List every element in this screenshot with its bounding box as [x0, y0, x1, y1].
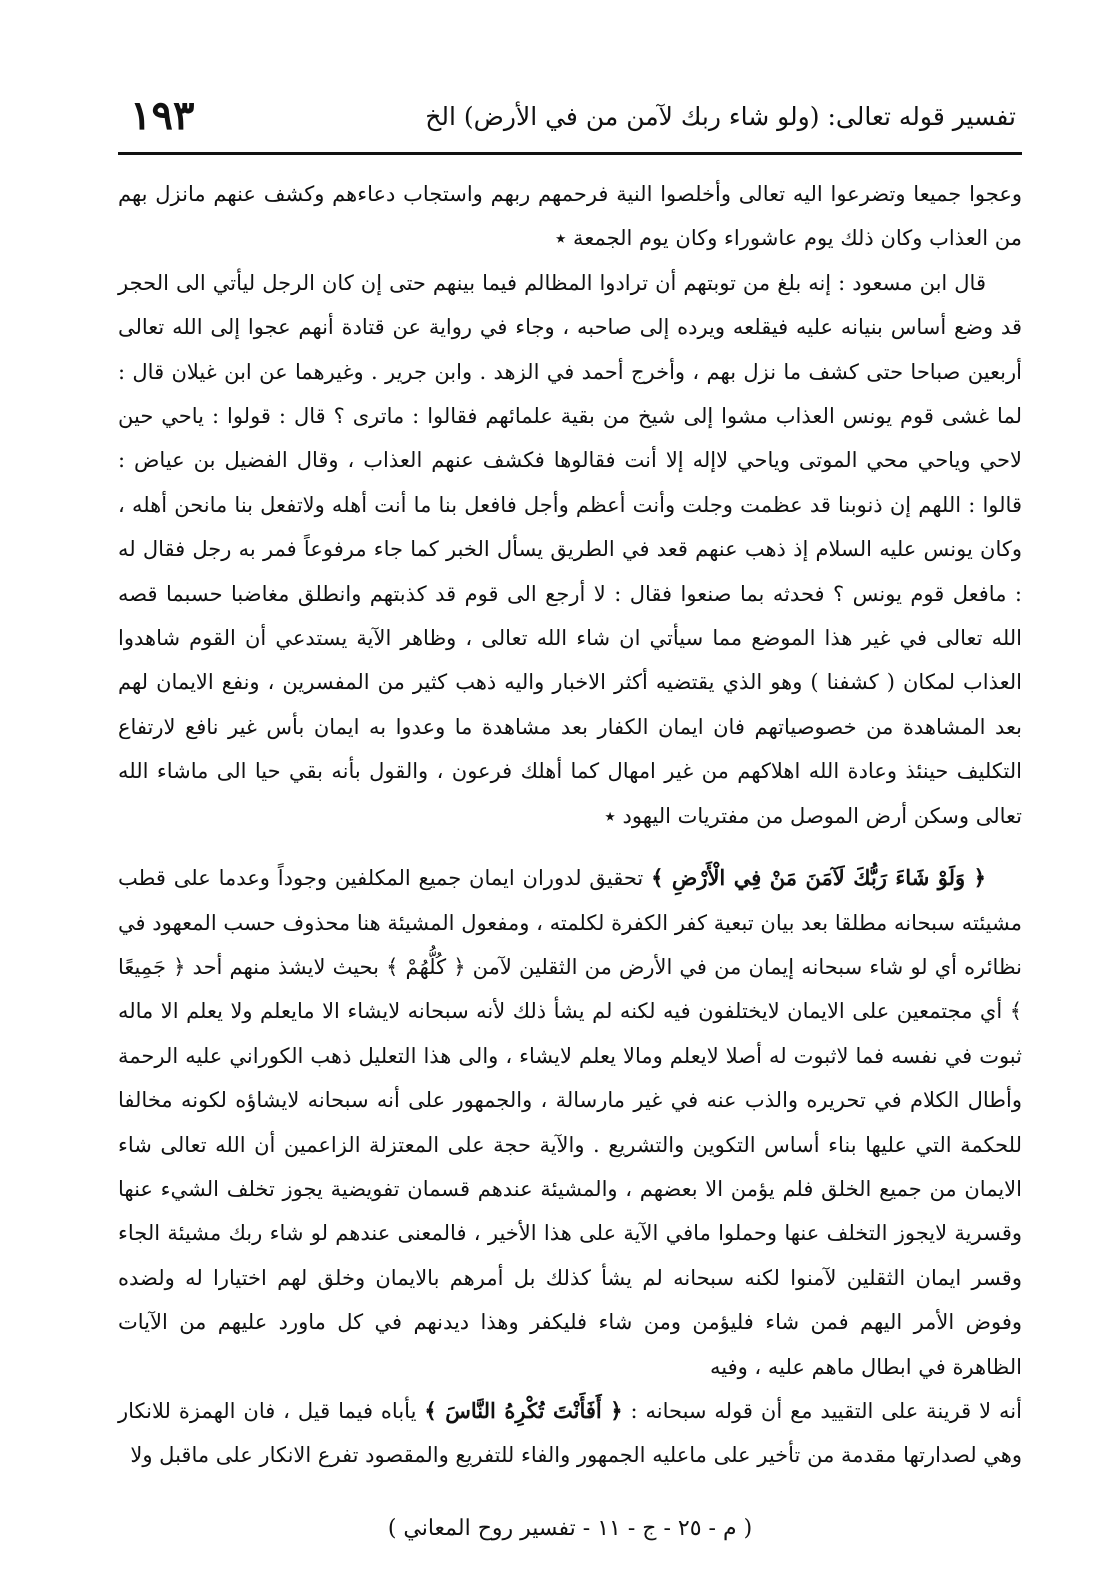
text-line: إذ ذهب عنهم قعد في الطريق يسأل الخبر كما جاء مرفوعاً فمر به رجل فقال له : مافعل قوم يونس ؟ فحدثه — [118, 537, 1022, 606]
page — [118, 88, 1023, 1541]
text-line: وياحي لاإله إلا أنت فقالوها فكشف عنهم العذاب ، وقال الفضيل بن عياض : قالوا : اللهم إن ذنوبنا قد — [118, 448, 1022, 517]
page-number: ١٩٣ — [130, 92, 195, 139]
text-line: التخلف عنها وحملوا مافي الآية على هذا الأخير ، فالمعنى عندهم لو شاء ربك مشيئة الجاء وقسر ايمان الثقلين — [118, 1221, 1022, 1290]
text-line: أنه لا قرينة على التقييد مع أن قوله سبحانه : — [630, 1398, 1022, 1423]
page-header — [118, 88, 1022, 150]
paragraph-3 — [118, 856, 1022, 1389]
paragraph-2 — [118, 261, 1022, 838]
text-line: العذاب وكان ذلك يوم عاشوراء وكان يوم الجمعة ٭ — [554, 226, 989, 251]
text-line: وهي لصدارتها مقدمة من تأخير على ماعليه الجمهور والفاء للتفريع والمقصود تفرع الانكار على ماقبل ولا — [130, 1443, 1022, 1468]
quran-verse: ﴿ وَلَوْ شَاءَ رَبُّكَ لَآمَنَ مَنْ فِي الْأَرْضِ ﴾ — [651, 865, 986, 891]
body-text — [118, 172, 1022, 1478]
quran-verse: ﴿ أَفَأَنْتَ تُكْرِهُ النَّاسَ ﴾ — [424, 1397, 623, 1423]
text-line: مشيئته سبحانه مطلقا بعد بيان تبعية كفر الكفرة لكلمته ، ومفعول المشيئة هنا محذوف حسب المعهود في — [118, 910, 1022, 935]
text-line: سيأتي ان شاء الله تعالى ، وظاهر الآية يستدعي أن القوم شاهدوا العذاب لمكان ( كشفنا ) وهو الذي — [118, 626, 1023, 695]
paragraph-1 — [118, 172, 1022, 261]
text-line: التي عليها بناء أساس التكوين والتشريع . والآية حجة على المعتزلة الزاعمين أن الله تعالى شاء الايمان من — [118, 1132, 1022, 1201]
running-title: تفسير قوله تعالى: (ولو شاء ربك لآمن من في الأرض) الخ — [425, 102, 1016, 131]
text-line: العذاب مشوا إلى شيخ من بقية علمائهم فقالوا : ماترى ؟ قال : قولوا : ياحي حين لاحي وياحي محي الموتى — [118, 404, 1022, 473]
text-line: بما صنعوا فقال : لا أرجع الى قوم قد كذبتهم وانطلق مغاضبا حسبما قصه الله تعالى في غير هذا الموضع مما — [118, 581, 1023, 651]
text-line: عظمت وجلت وأنت أعظم وأجل فافعل بنا ما أنت أهله ولاتفعل بنا مانحن أهله ، وكان يونس عليه السلام — [118, 492, 1022, 562]
text-line: شاء فليؤمن ومن شاء فليكفر وهذا ديدنهم في كل ماورد عليهم من الآيات الظاهرة في ابطال ماهم عليه ، وفيه — [118, 1310, 1022, 1379]
text-line: من غير امهال كما أهلك فرعون ، والقول بأنه بقي حيا الى ماشاء الله تعالى وسكن أرض الموصل — [118, 759, 1022, 828]
paragraph-4 — [118, 1389, 1022, 1478]
text-line: نظائره أي لو شاء سبحانه إيمان من في الأرض من الثقلين لآمن ﴿ كُلُّهُمْ ﴾ بحيث لايشذ منهم أحد ﴿ جَمِيعًا ﴾ — [118, 954, 1022, 1024]
text-line: ثبوت في نفسه فما لاثبوت له أصلا لايعلم ومالا يعلم لايشاء ، والى هذا التعليل ذهب الكوراني عليه الرحمة — [118, 1043, 1022, 1068]
text-line: وأطال الكلام في تحريره والذب عنه في غير مارسالة ، والجمهور على أنه سبحانه لايشاؤه لكونه مخالفا للحكمة — [118, 1088, 1022, 1157]
text-line: من مفتريات اليهود ٭ — [604, 803, 784, 828]
text-line: جميع الخلق فلم يؤمن الا بعضهم ، والمشيئة عندهم قسمان تفويضية يجوز تخلف الشيء عنها وقسرية لايجوز — [118, 1176, 1022, 1246]
text-line: تحقيق لدوران ايمان جميع المكلفين وجوداً وعدما على قطب — [118, 866, 644, 891]
text-line: حتى كشف ما نزل بهم ، وأخرج أحمد في الزهد . وابن جرير . وغيرهما عن ابن غيلان قال : لما غشى قوم يونس — [118, 359, 1022, 429]
text-line: وعجوا جميعا وتضرعوا اليه تعالى وأخلصوا النية فرحمهم ربهم واستجاب دعاءهم وكشف عنهم مانزل بهم من — [118, 182, 1022, 251]
text-line: أساس بنيانه عليه فيقلعه ويرده إلى صاحبه ، وجاء في رواية عن قتادة أنهم عجوا إلى الله تعالى أربعين صباحا — [118, 315, 1022, 384]
text-line: فان ايمان الكفار بعد مشاهدة ما وعدوا به ايمان بأس غير نافع لارتفاع التكليف حينئذ وعادة الله اهلاكهم — [118, 714, 1022, 784]
text-line: قال ابن مسعود : إنه بلغ من توبتهم أن ترادوا المظالم فيما بينهم حتى إن كان الرجل ليأتي الى الحجر قد وضع — [118, 270, 1022, 340]
text-line: أي مجتمعين على الايمان لايختلفون فيه لكنه لم يشأ ذلك لأنه سبحانه لايشاء الا مايعلم ولا يعلم الا ماله — [118, 999, 1003, 1024]
page-footer: ( م - ٢٥ - ج - ١١ - تفسير روح المعاني ) — [387, 1516, 753, 1541]
text-line: لآمنوا لكنه سبحانه لم يشأ كذلك بل أمرهم بالايمان وخلق لهم اختيارا له ولضده وفوض الأمر اليهم فمن — [118, 1265, 1022, 1335]
text-line: يقتضيه أكثر الاخبار واليه ذهب كثير من المفسرين ، ونفع الايمان لهم بعد المشاهدة من خصوصياتهم — [118, 670, 1022, 739]
text-line: يأباه فيما قيل ، فان الهمزة للانكار — [118, 1398, 417, 1423]
header-rule — [118, 152, 1022, 155]
